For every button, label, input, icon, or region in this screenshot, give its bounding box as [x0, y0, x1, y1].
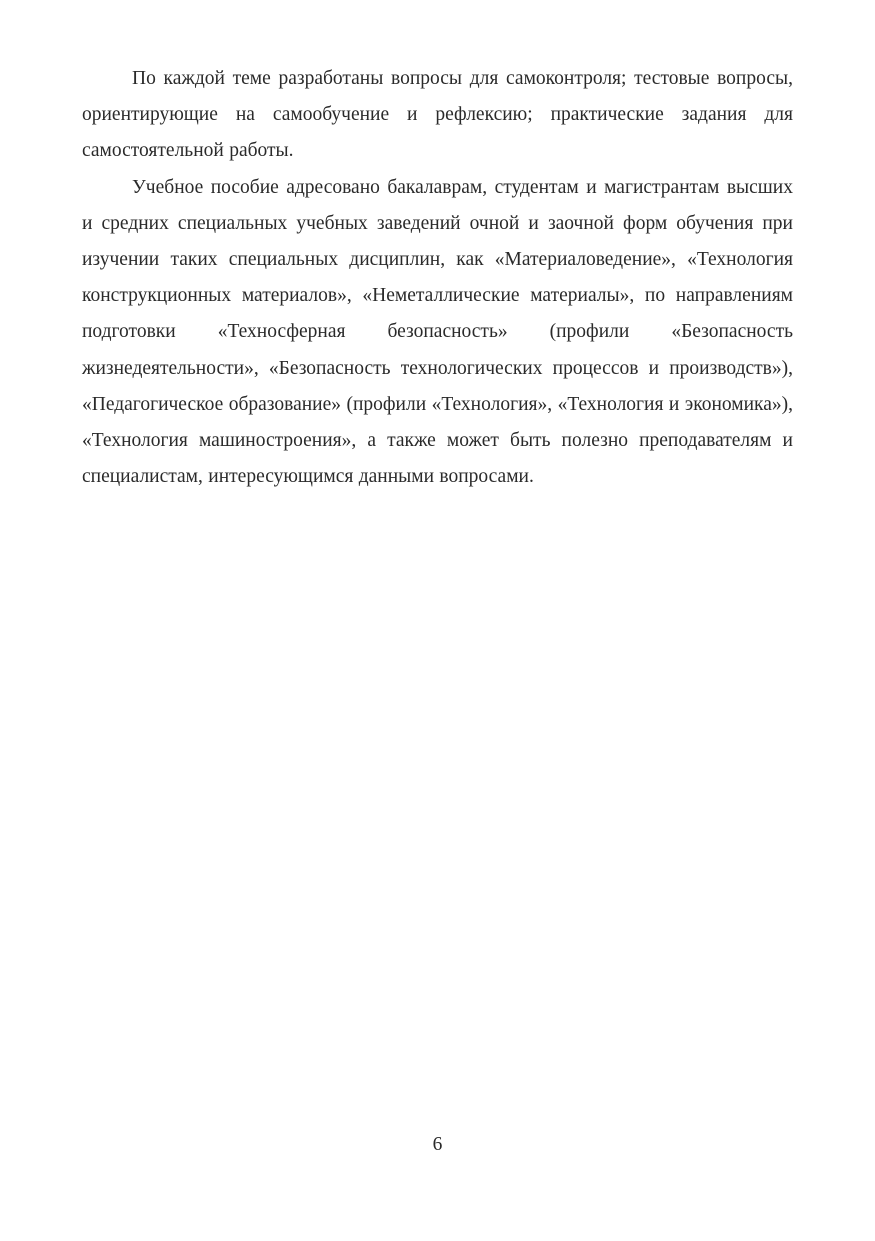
- body-text: [82, 61, 793, 495]
- paragraph-audience: Учебное пособие адресовано бакалаврам, студентам и магистрантам высших и средних специальных учебных заведений очной и заочной форм обучения при изучении таких специальных дисциплин, как «Материаловедение», «Технология конструкционных материалов», «Неметаллические материалы», по направлениям подготовки «Техносферная безопасность» (профили «Безопасность жизнедеятельности», «Безопасность технологических процессов и производств»), «Педагогическое образование» (профили «Технология», «Технология и экономика»), «Технология машиностроения», а также может быть полезно преподавателям и специалистам, интересующимся данными вопросами.: [82, 176, 793, 488]
- paragraph-self-control: По каждой теме разработаны вопросы для самоконтроля; тестовые вопросы, ориентирующие на самообучение и рефлексию; практические задания для самостоятельной работы.: [82, 68, 793, 162]
- page-number: 6: [432, 1134, 443, 1155]
